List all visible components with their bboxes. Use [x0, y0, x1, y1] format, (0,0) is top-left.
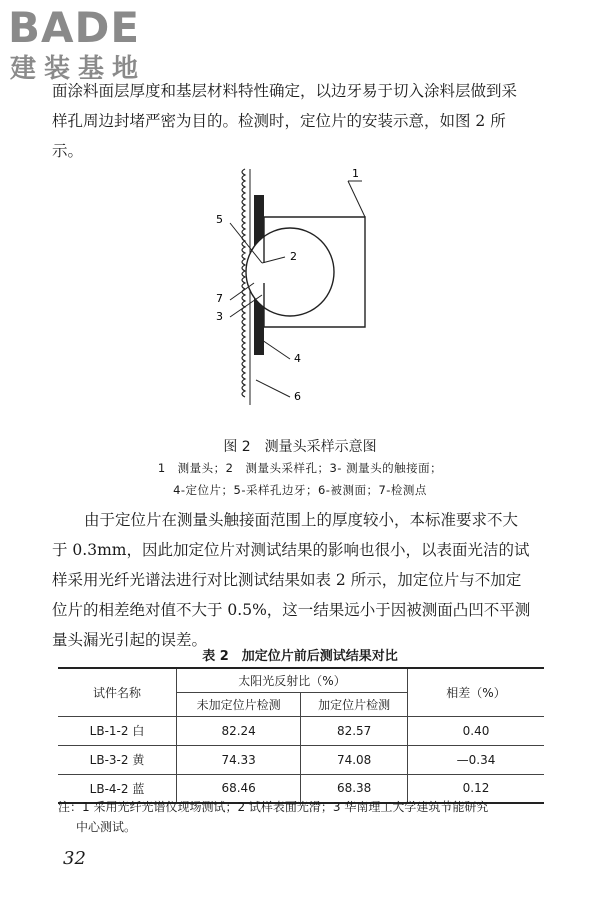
cell-name: LB-3-2 黄 — [58, 745, 177, 774]
cell-without: 74.33 — [177, 745, 301, 774]
logo-subtitle: 建装基地 — [10, 54, 147, 84]
cell-with: 68.38 — [301, 774, 408, 803]
cell-with: 82.57 — [301, 716, 408, 745]
figure-caption: 图 2 测量头采样示意图 — [223, 439, 377, 455]
figure-legend-line1: 1 测量头；2 测量头采样孔；3- 测量头的触接面； — [157, 461, 443, 475]
label-4: 4 — [294, 352, 301, 365]
results-table — [58, 667, 544, 804]
col-difference: 相差（%） — [408, 668, 545, 716]
col-with-plate: 加定位片检测 — [301, 692, 408, 716]
figure-legend-line2: 4-定位片；5-采样孔边牙；6-被测面；7-检测点 — [173, 483, 427, 497]
note-line1: 注：1 采用光纤光谱仪现场测试；2 试样表面光滑；3 华南理工大学建筑节能研究 — [58, 800, 489, 814]
cell-diff: —0.34 — [408, 745, 545, 774]
label-6: 6 — [294, 390, 301, 403]
body-paragraph: 由于定位片在测量头触接面范围上的厚度较小，本标准要求不大于 0.3mm，因此加定位片对测试结果的影响也很小，以表面光洁的试样采用光纤光谱法进行对比测试结果如表 2 所示，加定位片与不加定位片的相差绝对值不大于 0.5%，这一结果远小于因被测面凸凹不平测量头漏光引起的误差。 — [52, 511, 531, 649]
table-title: 表 2 加定位片前后测试结果对比 — [202, 649, 398, 664]
table-note — [58, 797, 558, 837]
measured-surface — [242, 169, 245, 397]
table-row — [58, 716, 544, 745]
col-specimen-name: 试件名称 — [58, 668, 177, 716]
label-5: 5 — [216, 213, 223, 226]
table-row — [58, 745, 544, 774]
col-without-plate: 未加定位片检测 — [177, 692, 301, 716]
cell-diff: 0.40 — [408, 716, 545, 745]
sampling-diagram — [150, 165, 480, 435]
cell-name: LB-4-2 蓝 — [58, 774, 177, 803]
label-1: 1 — [352, 167, 359, 180]
note-line2: 中心测试。 — [76, 820, 137, 834]
col-group-reflectance: 太阳光反射比（%） — [177, 668, 408, 692]
cell-diff: 0.12 — [408, 774, 545, 803]
logo-text: BADE — [8, 3, 141, 52]
cell-without: 68.46 — [177, 774, 301, 803]
label-2: 2 — [290, 250, 297, 263]
page-number: 32 — [63, 848, 86, 869]
label-3: 3 — [216, 310, 223, 323]
cell-with: 74.08 — [301, 745, 408, 774]
intro-paragraph: 面涂料面层厚度和基层材料特性确定，以边牙易于切入涂料层做到采样孔周边封堵严密为目的。检测时，定位片的安装示意，如图 2 所示。 — [52, 82, 518, 160]
label-7: 7 — [216, 292, 223, 305]
cell-name: LB-1-2 白 — [58, 716, 177, 745]
cell-without: 82.24 — [177, 716, 301, 745]
